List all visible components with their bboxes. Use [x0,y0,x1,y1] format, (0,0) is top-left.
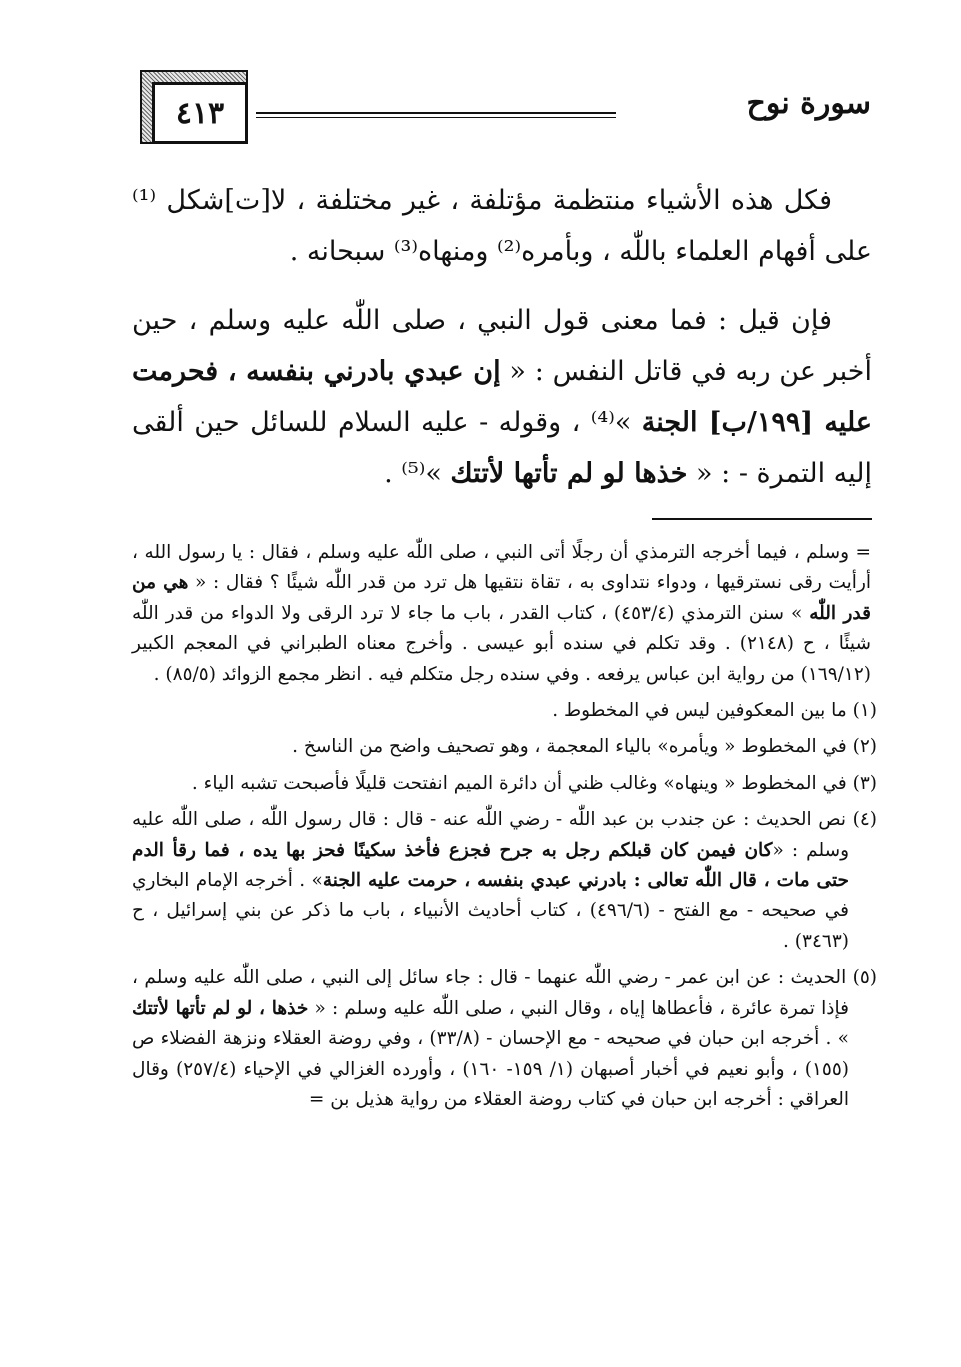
paragraph-2-text-e: »⁽⁵⁾ . [384,458,451,489]
page-number: ٤١٣ [152,82,248,144]
paragraph-2 [132,295,872,499]
paragraph-1: فكل هذه الأشياء منتظمة مؤتلفة ، غير مختلفة ، لا[ت]شكل ⁽¹⁾ على أفهام العلماء باللّٰه ، وبأمره⁽²⁾ ومنهاه⁽³⁾ سبحانه . [132,185,872,267]
footnote-5-text-a: (٥) الحديث : عن ابن عمر - رضي اللّٰه عنهما - قال : جاء سائل إلى النبي ، صلى اللّٰه عليه وسلم ، فإذا تمرة عائرة ، فأعطاها إياه ، وقال النبي ، صلى اللّٰه عليه وسلم : « [132,967,877,1019]
footnote-5-quote: خذها ، لو لم تأتها لأتتك [132,997,309,1019]
footnotes [132,538,877,1121]
main-text [132,175,872,517]
footnote-5 [132,963,877,1115]
footnote-4-quote: كان فيمن كان قبلكم رجل به جرح فجزع فأخذ سكينًا فحز بها يده ، فما رقأ الدم حتى مات ، قال اللّٰه تعالى : بادرني عبدي بنفسه ، حرمت عليه الجنة [132,839,849,892]
chapter-title: سورة نوح [746,86,871,121]
footnote-4-text-a: (٤) نص الحديث : عن جندب بن عبد اللّٰه - رضي اللّٰه عنه - قال : قال رسول اللّٰه ، صلى اللّٰه عليه وسلم : « [132,809,877,861]
footnote-cont-quote: هي من قدر اللّٰه [132,572,871,624]
page-number-box [140,70,252,148]
footnote-4-text-c: » . أخرجه الإمام البخاري في صحيحه - مع الفتح - (٤٩٦/٦) ، كتاب أحاديث الأنبياء ، باب ما ذكر عن بني إسرائيل ، ح (٣٤٦٣) . [132,870,850,952]
hadith-quote-2: خذها لو لم تأتها لأتتك [450,458,688,489]
footnote-1: (١) ما بين المعكوفين ليس في المخطوط . [552,700,877,722]
footnote-5-text-c: » . أخرجه ابن حبان في صحيحه - مع الإحسان - (٣٣/٨) ، وفي روضة العقلاء ونزهة الفضلاء ص (١٥٥) ، وأبو نعيم في أخبار أصبهان (١/ ١٥٩- ١٦٠) ، وأورده الغزالي في الإحياء (٢٥٧/٤) وقال العراقي : أخرجه ابن حبان في كتاب روضة العقلاء من رواية هذيل بن = [132,1028,850,1110]
paragraph-2-text-a: فإن قيل : فما معنى قول النبي ، صلى اللّٰه عليه وسلم ، حين أخبر عن ربه في قاتل النفس : « [132,305,872,387]
footnote-continuation [132,538,877,690]
footnote-cont-text-a: = وسلم ، فيما أخرجه الترمذي أن رجلًا أتى النبي ، صلى اللّٰه عليه وسلم ، فقال : يا رسول الله ، أرأيت رقى نسترقيها ، ودواء نتداوى به ، تقاة نتقيها هل ترد من قدر اللّٰه شيئًا ؟ فقال : « [132,542,872,594]
footnote-2: (٢) في المخطوط « ويأمره» بالياء المعجمة ، وهو تصحيف واضح من الناسخ . [292,736,877,758]
footnote-cont-text-c: » سنن الترمذي (٤٥٣/٤) ، كتاب القدر ، باب ما جاء لا ترد الرقى ولا الدواء من قدر اللّٰه شيئًا ، ح (٢١٤٨) . وقد تكلم في سنده أبو عيسى . وأخرج معناه الطبراني في المعجم الكبير (١٦٩/١٢) من رواية ابن عباس يرفعه . وفي سنده رجل متكلم فيه . انظر مجمع الزوائد (٨٥/٥) . [132,602,872,685]
header-rule [256,112,616,118]
paragraph-2-text-c: »⁽⁴⁾ ، وقوله - عليه السلام للسائل حين ألقى إليه التمرة - : « [132,407,872,489]
footnote-separator [652,518,872,520]
footnote-3: (٣) في المخطوط « وينهاه» وغالب ظني أن دائرة الميم انفتحت قليلًا فأصبحت تشبه الياء . [191,772,877,794]
footnote-4 [132,805,877,957]
hadith-quote-1: إن عبدي بادرني بنفسه ، فحرمت عليه [١٩٩/ب] الجنة [132,356,872,438]
